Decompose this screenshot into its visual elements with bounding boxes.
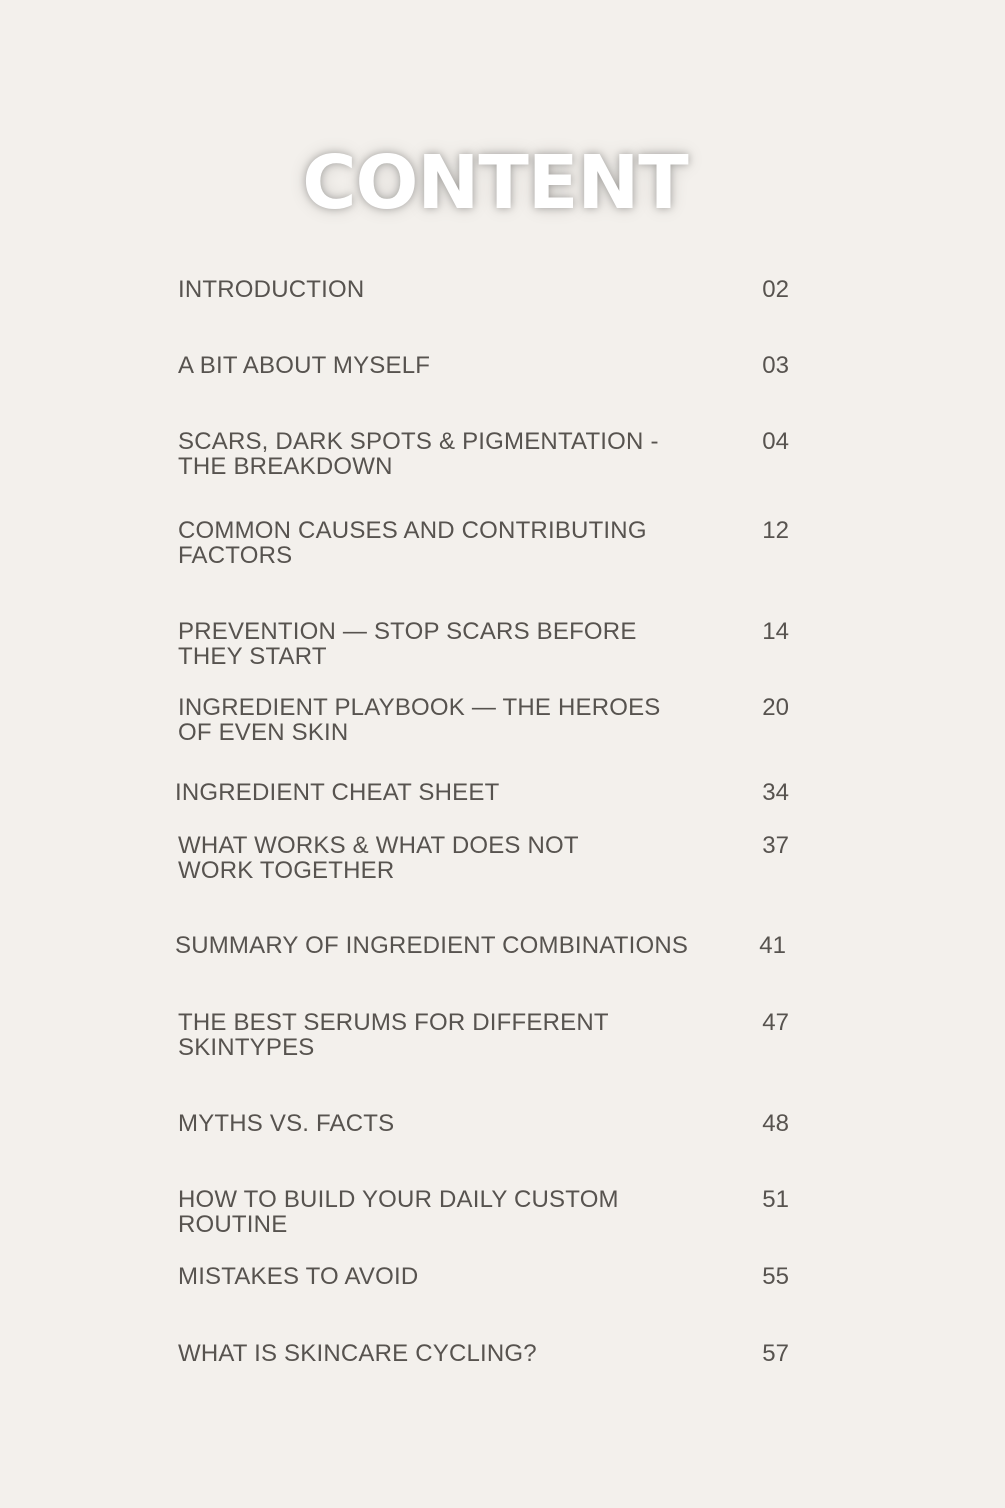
toc-entry-title: INGREDIENT CHEAT SHEET: [175, 779, 500, 806]
page-title: CONTENT: [302, 140, 688, 226]
toc-entry-title: PREVENTION — STOP SCARS BEFORE THEY START: [178, 618, 637, 670]
toc-entry-title: COMMON CAUSES AND CONTRIBUTING FACTORS: [178, 517, 647, 569]
toc-entry-title: MYTHS VS. FACTS: [178, 1110, 395, 1137]
toc-entry-page: 48: [762, 1110, 789, 1137]
toc-entry-title: WHAT WORKS & WHAT DOES NOT WORK TOGETHER: [178, 832, 579, 884]
toc-entry-title: MISTAKES TO AVOID: [178, 1263, 419, 1290]
toc-entry-title: A BIT ABOUT MYSELF: [178, 352, 431, 379]
toc-entry-title: INGREDIENT PLAYBOOK — THE HEROES OF EVEN SKIN: [178, 694, 661, 746]
toc-entry-page: 20: [762, 694, 789, 721]
toc-entry-title: THE BEST SERUMS FOR DIFFERENT SKINTYPES: [178, 1009, 609, 1061]
toc-entry-title: SUMMARY OF INGREDIENT COMBINATIONS: [175, 932, 689, 959]
toc-entry-page: 02: [762, 276, 789, 303]
toc-entry-page: 14: [762, 618, 789, 645]
toc-entry-page: 57: [762, 1340, 789, 1367]
toc-entry-page: 55: [762, 1263, 789, 1290]
toc-entry-page: 41: [759, 932, 786, 959]
toc-entry-title: INTRODUCTION: [178, 276, 365, 303]
toc-entry-page: 34: [762, 779, 789, 806]
toc-entry-page: 12: [762, 517, 789, 544]
toc-entry-page: 47: [762, 1009, 789, 1036]
toc-entry-page: 03: [762, 352, 789, 379]
toc-entry-page: 37: [762, 832, 789, 859]
toc-entry-title: HOW TO BUILD YOUR DAILY CUSTOM ROUTINE: [178, 1186, 619, 1238]
toc-entry-title: WHAT IS SKINCARE CYCLING?: [178, 1340, 537, 1367]
toc-entry-title: SCARS, DARK SPOTS & PIGMENTATION - THE BREAKDOWN: [178, 428, 659, 480]
toc-entry-page: 04: [762, 428, 789, 455]
toc-entry-page: 51: [762, 1186, 789, 1213]
